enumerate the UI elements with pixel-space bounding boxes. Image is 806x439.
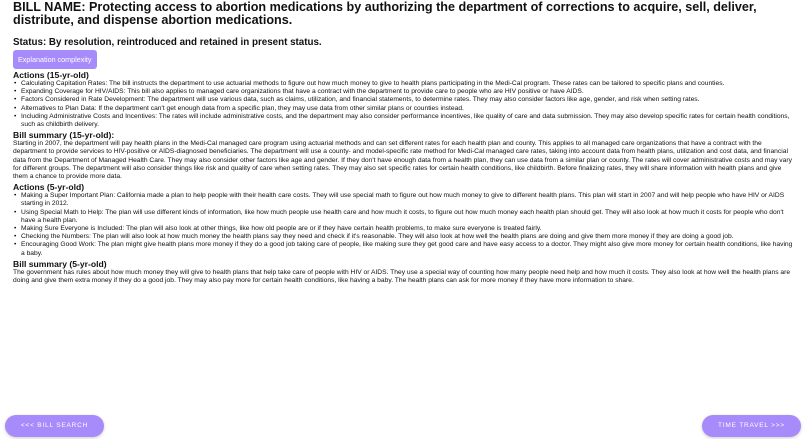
list-item: • Making Sure Everyone is Included: The plan will also look at other things, like how old people are or if they have certain health problems, to make sure everyone is treated fairly. — [21, 225, 793, 233]
list-item: • Encouraging Good Work: The plan might give health plans more money if they do a good job taking care of people, like making sure they get good care and have easy access to a doctor. They might also give more money for certain health conditions, like having a baby. — [21, 241, 793, 257]
list-item: • Making a Super Important Plan: California made a plan to help people with their health care costs. They will use special math to figure out how much money to give to different health plans. This plan will start in 2007 and will help people who have HIV or AIDS starting in 2012. — [21, 192, 793, 208]
list-item: • Calculating Capitation Rates: The bill instructs the department to use actuarial methods to figure out how much money to give to health plans participating in the Medi-Cal program. These rates can be tailored to specific plans and counties. — [21, 80, 793, 88]
actions-5-heading: Actions (5-yr-old) — [13, 182, 85, 193]
summary-15-heading: Bill summary (15-yr-old): — [13, 130, 115, 141]
bill-search-button[interactable]: <<< BILL SEARCH — [5, 415, 104, 437]
time-travel-button[interactable]: TIME TRAVEL >>> — [702, 415, 801, 437]
actions-15-heading: Actions (15-yr-old) — [13, 70, 89, 80]
list-item: • Checking the Numbers: The plan will also look at how much money the health plans say they need and check if it's reasonable. They will also look at how well the health plans are doing and give them more money if they are doing a good job. — [21, 233, 793, 241]
list-item: • Expanding Coverage for HIV/AIDS: This bill also applies to managed care organizations that have a contract with the department to provide care to people who are HIV positive or have AIDS. — [21, 88, 793, 96]
list-item: • Alternatives to Plan Data: If the department can't get enough data from a specific plan, they may use data from other similar plans or counties instead. — [21, 105, 793, 113]
bill-name-heading: BILL NAME: Protecting access to abortion medications by authorizing the department of corrections to acquire, sell, deliver, distribute, and dispense abortion medications. — [13, 0, 757, 27]
main-content — [13, 0, 793, 285]
summary-15-text: Starting in 2007, the department will pay health plans in the Medi-Cal managed care program using actuarial methods and can set different rates for each health plan and county. This applies to all managed care organizations that have a contract with the department to provide services to HIV-positive or AIDS-diagnosed beneficiaries. The department will use a county- and model-specific rate method for Medi-Cal managed care rates, taking into account data from health plans, utilization and cost data, and financial data from the Department of Managed Health Care. They may also consider other factors like age and gender. If they don't have enough data from a health plan, they can use data from a similar plan or county. The rates will cover administrative costs and may vary for different groups. The department will also consider things like risk and quality of care when setting rates. They may also set specific rates for certain health conditions, like childbirth. Before finalizing rates, they will share information with health plans and give them a chance to provide more data. — [13, 140, 792, 181]
list-item: • Using Special Math to Help: The plan will use different kinds of information, like how much people use health care and how much it costs, to figure out how much money each health plan should get. They will also look at how much it costs for people who don't have a health plan. — [21, 209, 793, 225]
summary-5-text: The government has rules about how much money they will give to health plans that help take care of people with HIV or AIDS. They use a special way of counting how many people need help and how much it costs. They also look at how well the health plans are doing and give them extra money if they do a good job. They may also pay more for certain health conditions, like having a baby. The health plans can ask for more money if they have more information to share. — [13, 268, 791, 285]
explanation-complexity-button[interactable]: Explanation complexity — [13, 50, 97, 69]
actions-5-list — [13, 192, 793, 258]
status-text: Status: By resolution, reintroduced and retained in present status. — [13, 37, 322, 48]
list-item: • Factors Considered in Rate Development: The department will use various data, such as claims, utilization, and financial statements, to determine rates. They may also consider factors like age, gender, and risk when setting rates. — [21, 96, 793, 104]
actions-15-list — [13, 80, 793, 129]
summary-5-heading: Bill summary (5-yr-old) — [13, 258, 107, 269]
list-item: • Including Administrative Costs and Incentives: The rates will include administrative costs, and the department may also consider performance incentives, like quality of care and data submission. They may also develop specific rates for certain health conditions, such as childbirth delivery. — [21, 113, 793, 129]
